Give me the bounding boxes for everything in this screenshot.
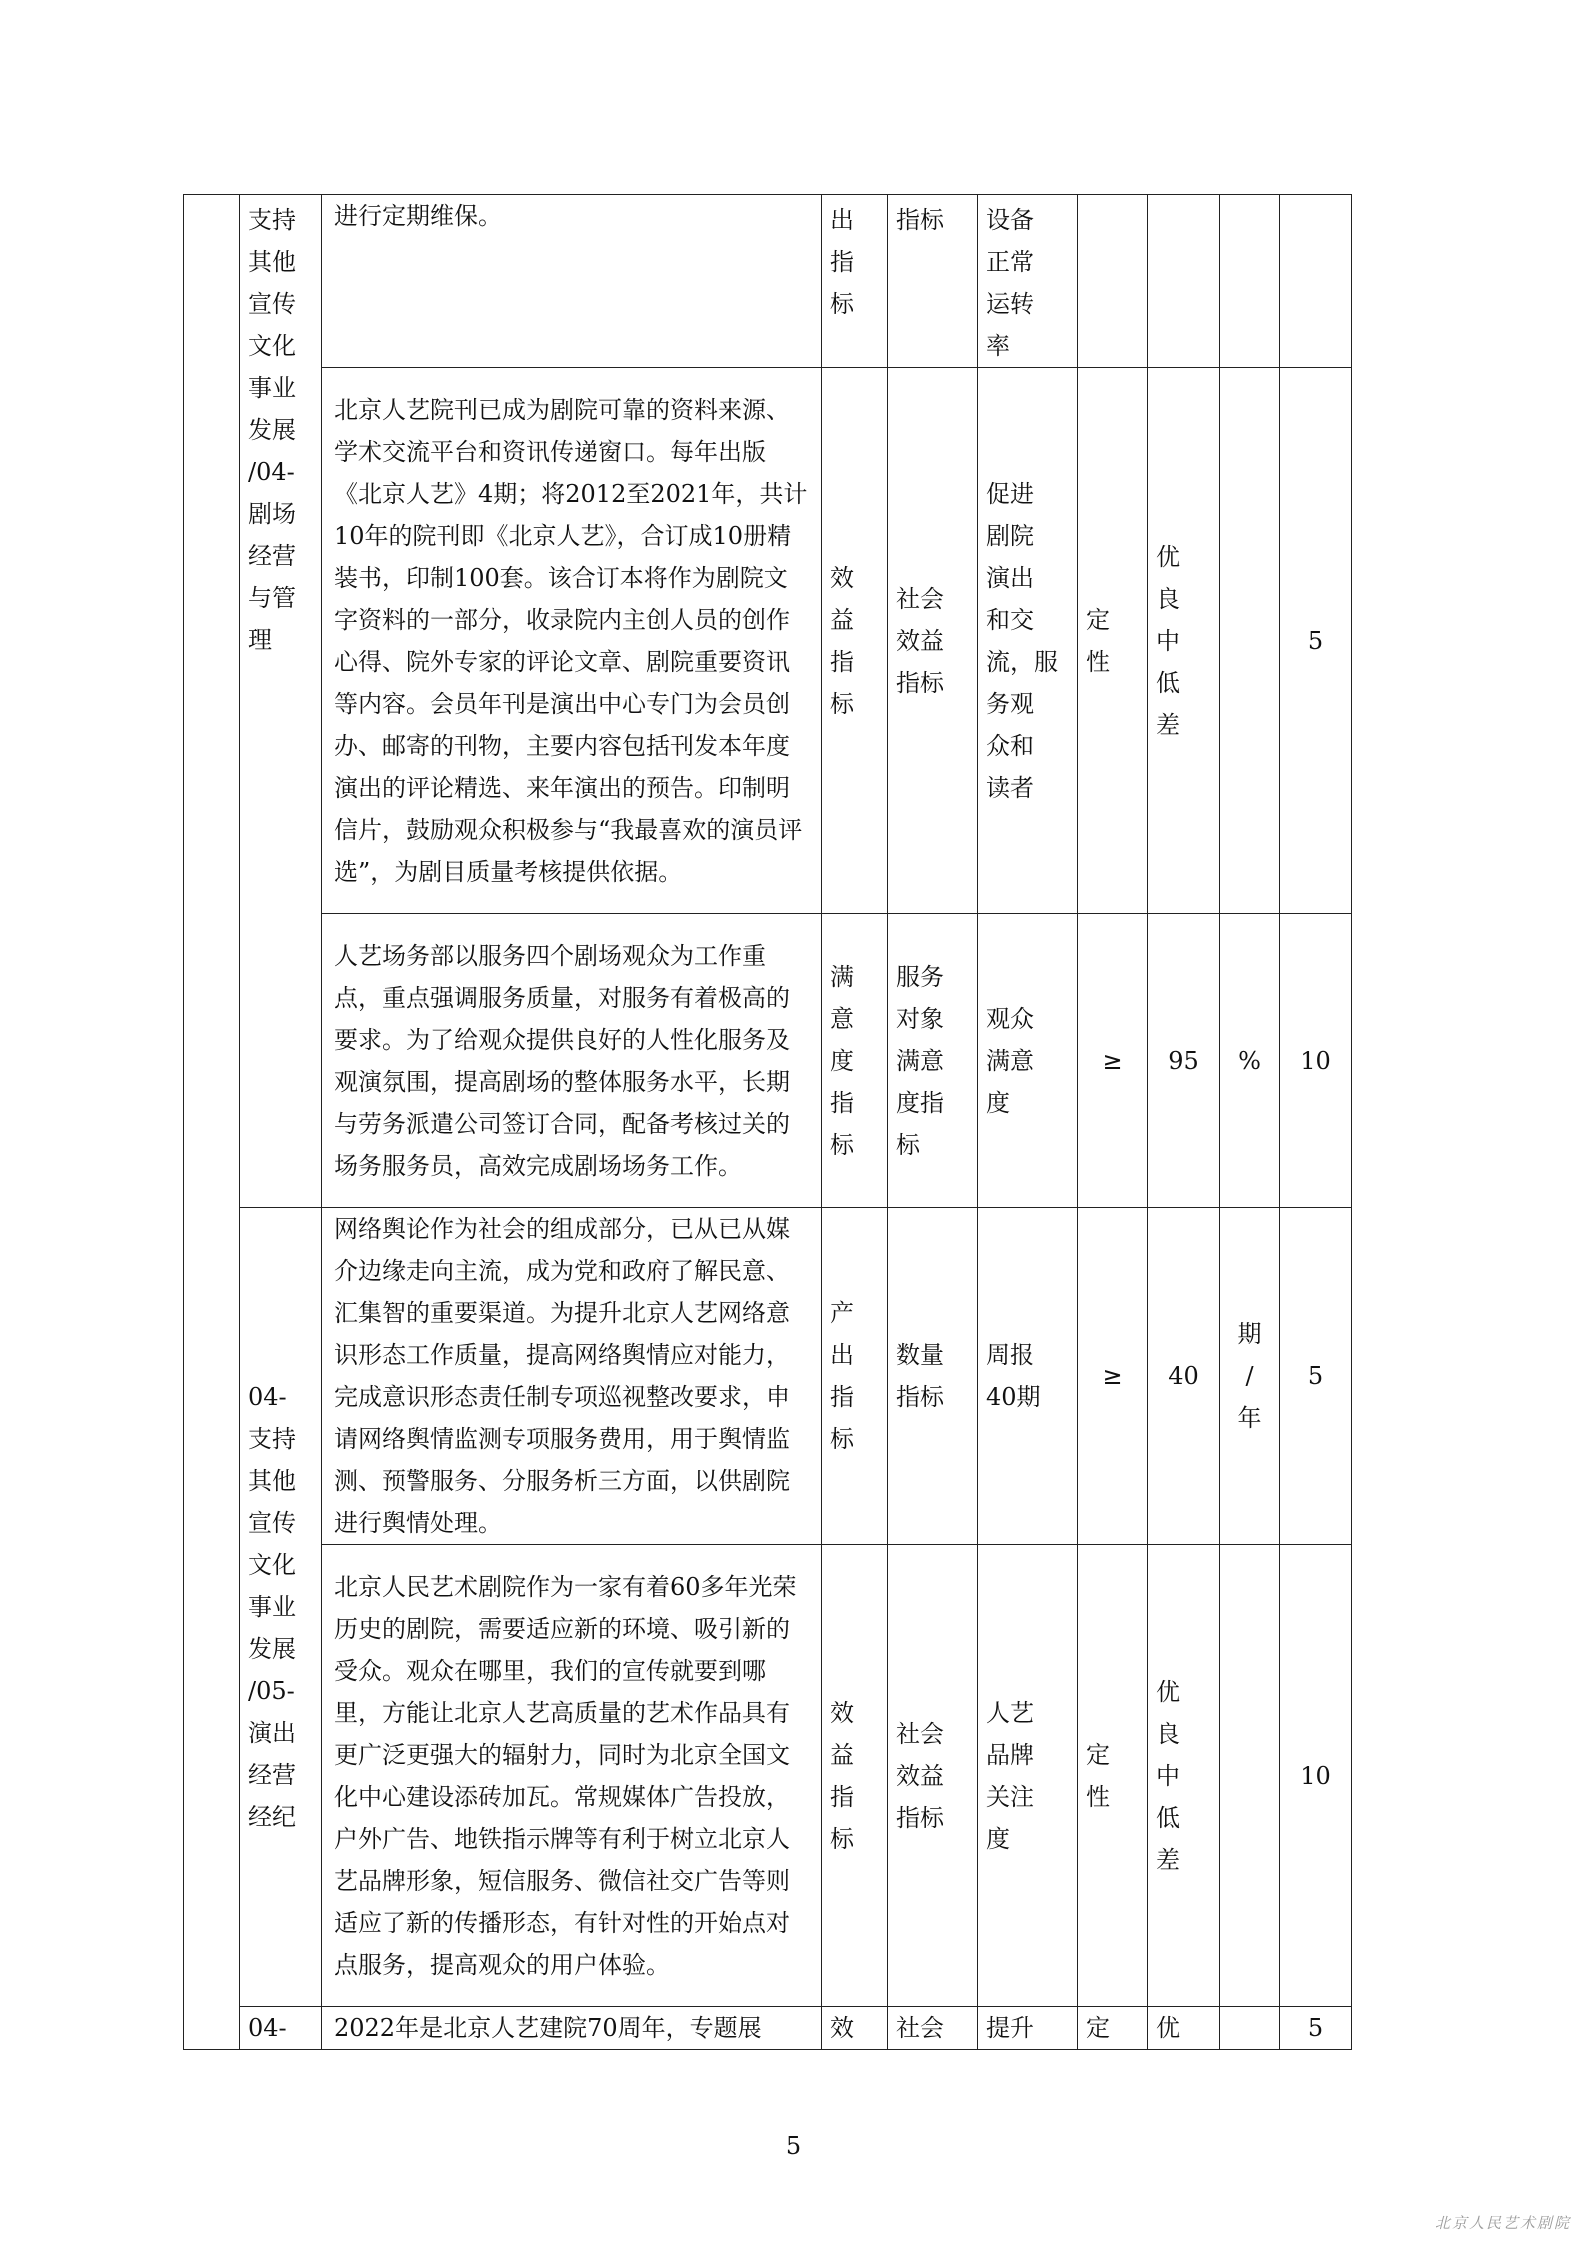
- level1-indicator-cell: 满 意 度 指 标: [822, 914, 888, 1208]
- score-cell: 5: [1280, 2007, 1352, 2050]
- table-row: [184, 368, 1352, 914]
- target-cell: 40: [1148, 1208, 1220, 1545]
- target-cell: [1148, 195, 1220, 368]
- unit-cell: 期 / 年: [1220, 1208, 1280, 1545]
- table-row: [184, 1208, 1352, 1545]
- description-cell: 进行定期维保。: [322, 195, 822, 368]
- score-cell: 5: [1280, 368, 1352, 914]
- level1-indicator-cell: 出 指 标: [822, 195, 888, 368]
- project-name-cell: 04- 支持 其他 宣传 文化 事业 发展 /05- 演出 经营 经纪: [240, 1208, 322, 2007]
- page-number: 5: [785, 2132, 802, 2160]
- project-name-cell: 支持 其他 宣传 文化 事业 发展 /04- 剧场 经营 与管 理: [240, 195, 322, 1208]
- operator-cell: ≥: [1078, 1208, 1148, 1545]
- level2-indicator-cell: 数量 指标: [888, 1208, 978, 1545]
- table-row: [184, 1545, 1352, 2007]
- score-cell: [1280, 195, 1352, 368]
- level2-indicator-cell: 指标: [888, 195, 978, 368]
- score-cell: 10: [1280, 914, 1352, 1208]
- unit-cell: [1220, 195, 1280, 368]
- description-cell: 北京人艺院刊已成为剧院可靠的资料来源、学术交流平台和资讯传递窗口。每年出版《北京人艺》4期；将2012至2021年，共计10年的院刊即《北京人艺》，合订成10册精装书，印制100套。该合订本将作为剧院文字资料的一部分，收录院内主创人员的创作心得、院外专家的评论文章、剧院重要资讯等内容。会员年刊是演出中心专门为会员创办、邮寄的刊物，主要内容包括刊发本年度演出的评论精选、来年演出的预告。印制明信片，鼓励观众积极参与“我最喜欢的演员评选”，为剧目质量考核提供依据。: [322, 368, 822, 914]
- operator-cell: [1078, 195, 1148, 368]
- table-row: [184, 2007, 1352, 2050]
- score-cell: 10: [1280, 1545, 1352, 2007]
- operator-cell: ≥: [1078, 914, 1148, 1208]
- description-cell: 2022年是北京人艺建院70周年，专题展: [322, 2007, 822, 2050]
- table-row: [184, 195, 1352, 368]
- unit-cell: [1220, 2007, 1280, 2050]
- left-blank-cell: [184, 195, 240, 2050]
- description-cell: 网络舆论作为社会的组成部分，已从已从媒介边缘走向主流，成为党和政府了解民意、 汇集智的重要渠道。为提升北京人艺网络意识形态工作质量，提高网络舆情应对能力，完成意识形态责任制专项巡视整改要求，申请网络舆情监测专项服务费用，用于舆情监测、预警服务、分服务析三方面，以供剧院进行舆情处理。: [322, 1208, 822, 1545]
- level1-indicator-cell: 效 益 指 标: [822, 368, 888, 914]
- unit-cell: [1220, 368, 1280, 914]
- level2-indicator-cell: 社会 效益 指标: [888, 368, 978, 914]
- level2-indicator-cell: 服务 对象 满意 度指 标: [888, 914, 978, 1208]
- level1-indicator-cell: 效: [822, 2007, 888, 2050]
- table-row: [184, 914, 1352, 1208]
- indicator-name-cell: 设备 正常 运转 率: [978, 195, 1078, 368]
- level2-indicator-cell: 社会 效益 指标: [888, 1545, 978, 2007]
- target-cell: 优 良 中 低 差: [1148, 1545, 1220, 2007]
- unit-cell: %: [1220, 914, 1280, 1208]
- unit-cell: [1220, 1545, 1280, 2007]
- level1-indicator-cell: 产 出 指 标: [822, 1208, 888, 1545]
- watermark: 北京人民艺术剧院: [1434, 2214, 1571, 2232]
- operator-cell: 定: [1078, 2007, 1148, 2050]
- indicator-name-cell: 观众 满意 度: [978, 914, 1078, 1208]
- score-cell: 5: [1280, 1208, 1352, 1545]
- indicator-name-cell: 人艺 品牌 关注 度: [978, 1545, 1078, 2007]
- performance-indicator-table: [183, 194, 1352, 2050]
- level1-indicator-cell: 效 益 指 标: [822, 1545, 888, 2007]
- operator-cell: 定 性: [1078, 368, 1148, 914]
- project-name-cell: 04-: [240, 2007, 322, 2050]
- target-cell: 95: [1148, 914, 1220, 1208]
- indicator-name-cell: 提升: [978, 2007, 1078, 2050]
- description-cell: 北京人民艺术剧院作为一家有着60多年光荣历史的剧院，需要适应新的环境、吸引新的受众。观众在哪里，我们的宣传就要到哪里，方能让北京人艺高质量的艺术作品具有更广泛更强大的辐射力，同时为北京全国文化中心建设添砖加瓦。常规媒体广告投放，户外广告、地铁指示牌等有利于树立北京人艺品牌形象，短信服务、微信社交广告等则适应了新的传播形态，有针对性的开始点对点服务，提高观众的用户体验。: [322, 1545, 822, 2007]
- target-cell: 优 良 中 低 差: [1148, 368, 1220, 914]
- indicator-name-cell: 周报 40期: [978, 1208, 1078, 1545]
- target-cell: 优: [1148, 2007, 1220, 2050]
- level2-indicator-cell: 社会: [888, 2007, 978, 2050]
- indicator-name-cell: 促进 剧院 演出 和交 流，服 务观 众和 读者: [978, 368, 1078, 914]
- description-cell: 人艺场务部以服务四个剧场观众为工作重点，重点强调服务质量，对服务有着极高的要求。为了给观众提供良好的人性化服务及观演氛围，提高剧场的整体服务水平，长期与劳务派遣公司签订合同，配备考核过关的场务服务员，高效完成剧场场务工作。: [322, 914, 822, 1208]
- operator-cell: 定 性: [1078, 1545, 1148, 2007]
